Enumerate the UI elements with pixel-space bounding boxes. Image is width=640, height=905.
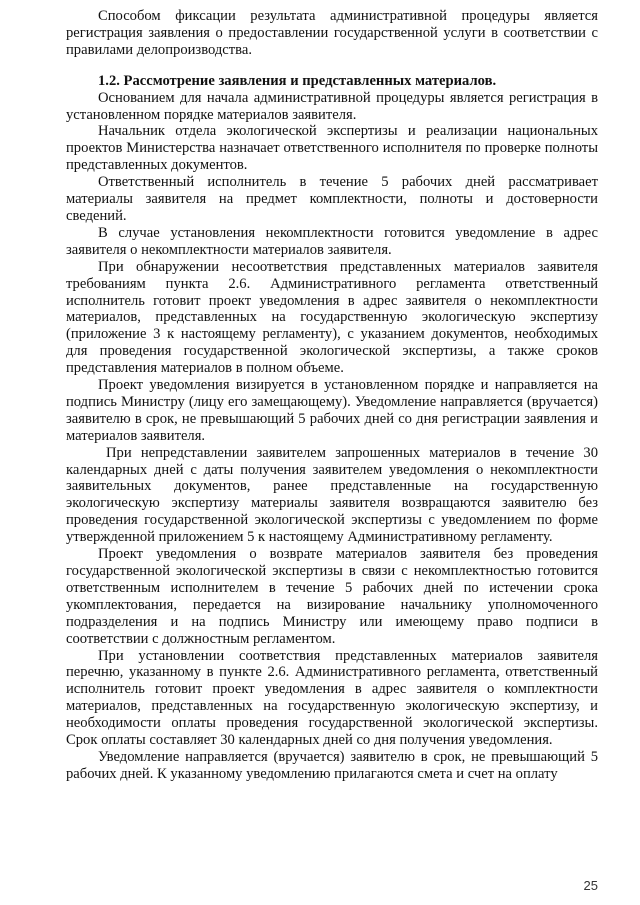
page-number: 25 — [583, 878, 598, 893]
paragraph-incompleteness: В случае установления некомплектности готовится уведомление в адрес заявителя о некомплектности материалов заявителя. — [66, 224, 598, 258]
document-body — [66, 8, 598, 783]
paragraph-non-submission: При непредставлении заявителем запрошенных материалов в течение 30 календарных дней с даты получения заявителем уведомления о некомплектности заявительных документов, ранее представленные на государственную экологическую экспертизу материалы заявителя возвращаются заявителю без проведения государственной экологической экспертизы с уведомлением по форме утвержденной приложением 5 к настоящему Административному регламенту. — [66, 444, 598, 546]
paragraph-completeness: При установлении соответствия представленных материалов заявителя перечню, указанному в пункте 2.6. Административного регламента, ответственный исполнитель готовит проект уведомления в адрес заявителя о комплектности материалов, представленных на государственную экологическую экспертизу, и необходимости оплаты проведения государственной экологической экспертизы. Срок оплаты составляет 30 календарных дней со дня получения уведомления. — [66, 647, 598, 749]
section-heading: 1.2. Рассмотрение заявления и представленных материалов. — [98, 72, 497, 89]
paragraph-department-head: Начальник отдела экологической экспертизы и реализации национальных проектов Министерства назначает ответственного исполнителя по проверке полноты представленных документов. — [66, 123, 598, 174]
paragraph-notice-delivery: Уведомление направляется (вручается) заявителю в срок, не превышающий 5 рабочих дней. К указанному уведомлению прилагаются смета и счет на оплату — [66, 748, 598, 782]
paragraph-fixation-method: Способом фиксации результата административной процедуры является регистрация заявления о предоставлении государственной услуги в соответствии с правилами делопроизводства. — [66, 8, 598, 58]
paragraph-return-notice: Проект уведомления о возврате материалов заявителя без проведения государственной экологической экспертизы в связи с некомплектностью готовится ответственным исполнителем в течение 5 рабочих дней по истечении срока укомплектования, передается на визирование начальнику уполномоченного подразделения и на подпись Министру или имеющему право подписи в соответствии с должностным регламентом. — [66, 546, 598, 647]
paragraph-basis: Основанием для начала административной процедуры является регистрация в установленном порядке материалов заявителя. — [66, 89, 598, 123]
paragraph-notice-signature: Проект уведомления визируется в установленном порядке и направляется на подпись Министру (лицу его замещающему). Уведомление направляется (вручается) заявителю в срок, не превышающий 5 рабочих дней со дня регистрации заявления и материалов заявителя. — [66, 377, 598, 444]
paragraph-review-period: Ответственный исполнитель в течение 5 рабочих дней рассматривает материалы заявителя на предмет комплектности, полноты и достоверности сведений. — [66, 174, 598, 224]
paragraph-nonconformity: При обнаружении несоответствия представленных материалов заявителя требованиям пункта 2.6. Административного регламента ответственный исполнитель готовит проект уведомления в адрес заявителя о некомплектности материалов, представленных на государственную экологическую экспертизу (приложение 3 к настоящему регламенту), с указанием документов, необходимых для проведения государственной экологической экспертизы, а также сроков представления материалов в полном объеме. — [66, 258, 598, 377]
